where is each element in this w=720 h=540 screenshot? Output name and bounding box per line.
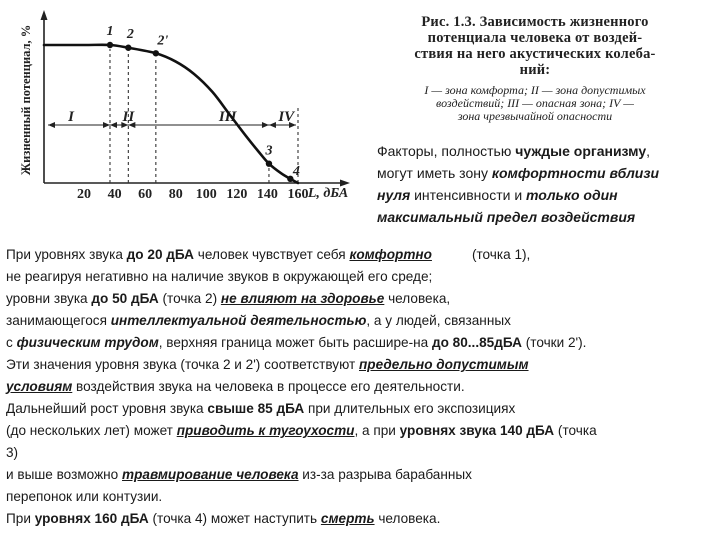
- text-run: человек чувствует себя: [193, 247, 350, 262]
- text-run: предельно допустимым: [359, 357, 529, 372]
- caption-title-line: ствия на него акустических колеба-: [414, 46, 656, 62]
- text-run: , а у людей, связанных: [366, 313, 511, 328]
- text-run: с: [6, 335, 17, 350]
- text-run: максимальный предел воздействия: [377, 209, 636, 225]
- text-run: воздействия звука на человека в процессе его деятельности.: [72, 379, 465, 394]
- text-run: только один: [526, 187, 618, 203]
- x-tick-label: 160: [287, 187, 309, 202]
- point-label: 4: [292, 163, 300, 179]
- text-run: (до нескольких лет) может: [6, 423, 177, 438]
- body-line: [6, 354, 716, 376]
- point-marker: [125, 45, 131, 51]
- x-tick-label: 60: [138, 187, 153, 202]
- point-label: 3: [265, 143, 273, 159]
- zone-arrowhead: [269, 122, 276, 128]
- zone-label: III: [218, 109, 237, 125]
- text-run: до 50 дБА: [91, 291, 159, 306]
- x-tick-label: 20: [77, 187, 91, 202]
- text-run: Дальнейший рост уровня звука: [6, 401, 208, 416]
- zone-arrowhead: [48, 122, 55, 128]
- figure-caption: [370, 14, 700, 123]
- body-line: [6, 244, 716, 266]
- body-line: [6, 398, 716, 420]
- text-run: интенсивности и: [410, 187, 527, 203]
- caption-legend: [370, 84, 700, 123]
- body-line: [6, 508, 716, 530]
- text-run: смерть: [320, 511, 375, 526]
- text-run: свыше 85 дБА: [207, 401, 305, 416]
- body-text: [6, 244, 716, 530]
- text-run: из-за разрыва барабанных: [298, 467, 472, 482]
- zone-arrowhead: [262, 122, 269, 128]
- text-run: приводить к тугоухости: [176, 423, 355, 438]
- x-tick-label: 80: [168, 187, 183, 202]
- text-run: человека.: [374, 511, 441, 526]
- point-label: 2: [126, 26, 134, 42]
- point-marker: [107, 42, 113, 48]
- text-run: ,: [646, 143, 651, 159]
- caption-legend-line: I — зона комфорта; II — зона допустимых: [424, 83, 646, 97]
- point-marker: [266, 160, 272, 166]
- text-run: Факторы, полностью: [377, 143, 516, 159]
- factors-line: [377, 162, 707, 184]
- body-line: [6, 266, 716, 288]
- x-axis-name: L, дБА: [307, 186, 349, 201]
- text-run: уровнях звука 140 дБА: [399, 423, 555, 438]
- zone-arrows: [48, 122, 296, 128]
- body-line: [6, 464, 716, 486]
- zone-labels: [67, 109, 296, 125]
- text-run: до 80...85дБА: [431, 335, 522, 350]
- text-run: (точка 1),: [471, 247, 531, 262]
- zone-label: I: [68, 109, 74, 125]
- text-run: , а при: [354, 423, 400, 438]
- body-line: [6, 310, 716, 332]
- text-run: не влияют на здоровье: [220, 291, 385, 306]
- zone-arrowhead: [110, 122, 117, 128]
- body-line: [6, 442, 716, 464]
- chart: [0, 0, 370, 215]
- text-run: интеллектуальной деятельностью: [110, 313, 367, 328]
- point-marker: [153, 50, 159, 56]
- text-run: человека,: [384, 291, 451, 306]
- chart-axes: [41, 10, 351, 187]
- text-run: могут иметь зону: [377, 165, 492, 181]
- zone-arrowhead: [103, 122, 110, 128]
- caption-legend-line: воздействий; III — опасная зона; IV —: [436, 96, 634, 110]
- text-run: уровни звука: [6, 291, 92, 306]
- point-label: 2': [157, 33, 169, 49]
- text-run: до 20 дБА: [126, 247, 194, 262]
- caption-legend-line: зона чрезвычайной опасности: [457, 109, 613, 123]
- caption-title-line: Рис. 1.3. Зависимость жизненного: [421, 14, 649, 30]
- text-run: и выше возможно: [6, 467, 123, 482]
- text-run: комфортно: [349, 247, 432, 262]
- text-run: не реагируя негативно на наличие звуков в окружающей его среде;: [6, 269, 433, 284]
- x-tick-label: 100: [195, 187, 217, 202]
- factors-line: [377, 206, 707, 228]
- text-run: (точка 4) может наступить: [148, 511, 321, 526]
- text-run: (точки 2').: [521, 335, 587, 350]
- text-run: , верхняя граница может быть расшире-на: [158, 335, 432, 350]
- body-line: [6, 288, 716, 310]
- x-tick-label: 140: [256, 187, 278, 202]
- x-tick-label: 40: [107, 187, 122, 202]
- y-axis-arrow: [41, 10, 48, 20]
- caption-title: [370, 14, 700, 78]
- text-run: нуля: [377, 187, 411, 203]
- factors-note: [377, 140, 707, 228]
- text-run: перепонок или контузии.: [6, 489, 163, 504]
- text-run: чуждые: [515, 143, 570, 159]
- text-run: При уровнях звука: [6, 247, 127, 262]
- text-run: при длительных его экспозициях: [304, 401, 516, 416]
- curve-layer: [44, 45, 298, 183]
- zone-label: II: [122, 109, 135, 125]
- text-run: условиям: [6, 379, 73, 394]
- factors-line: [377, 140, 707, 162]
- x-tick-labels: [77, 187, 309, 202]
- point-label: 1: [106, 24, 114, 39]
- factors-line: [377, 184, 707, 206]
- text-run: уровнях 160 дБА: [34, 511, 149, 526]
- text-run: (точка: [554, 423, 597, 438]
- zone-label: IV: [278, 109, 295, 125]
- text-run: организму: [573, 143, 647, 159]
- body-line: [6, 486, 716, 508]
- text-run: занимающегося: [6, 313, 111, 328]
- text-run: травмирование человека: [122, 467, 299, 482]
- text-run: физическим трудом: [16, 335, 159, 350]
- caption-title-line: ний:: [519, 62, 551, 78]
- body-line: [6, 376, 716, 398]
- y-axis-label: Жизненный потенциал, %: [19, 24, 33, 176]
- text-run: (точка 2): [158, 291, 221, 306]
- body-line: [6, 420, 716, 442]
- x-tick-label: 120: [226, 187, 248, 202]
- text-run: комфортности вблизи: [491, 165, 660, 181]
- text-run: Эти значения уровня звука (точка 2 и 2') соответствуют: [6, 357, 359, 372]
- body-line: [6, 332, 716, 354]
- potential-curve: [44, 45, 298, 183]
- text-run: 3): [6, 445, 19, 460]
- text-run: При: [6, 511, 35, 526]
- caption-title-line: потенциала человека от воздей-: [427, 30, 643, 46]
